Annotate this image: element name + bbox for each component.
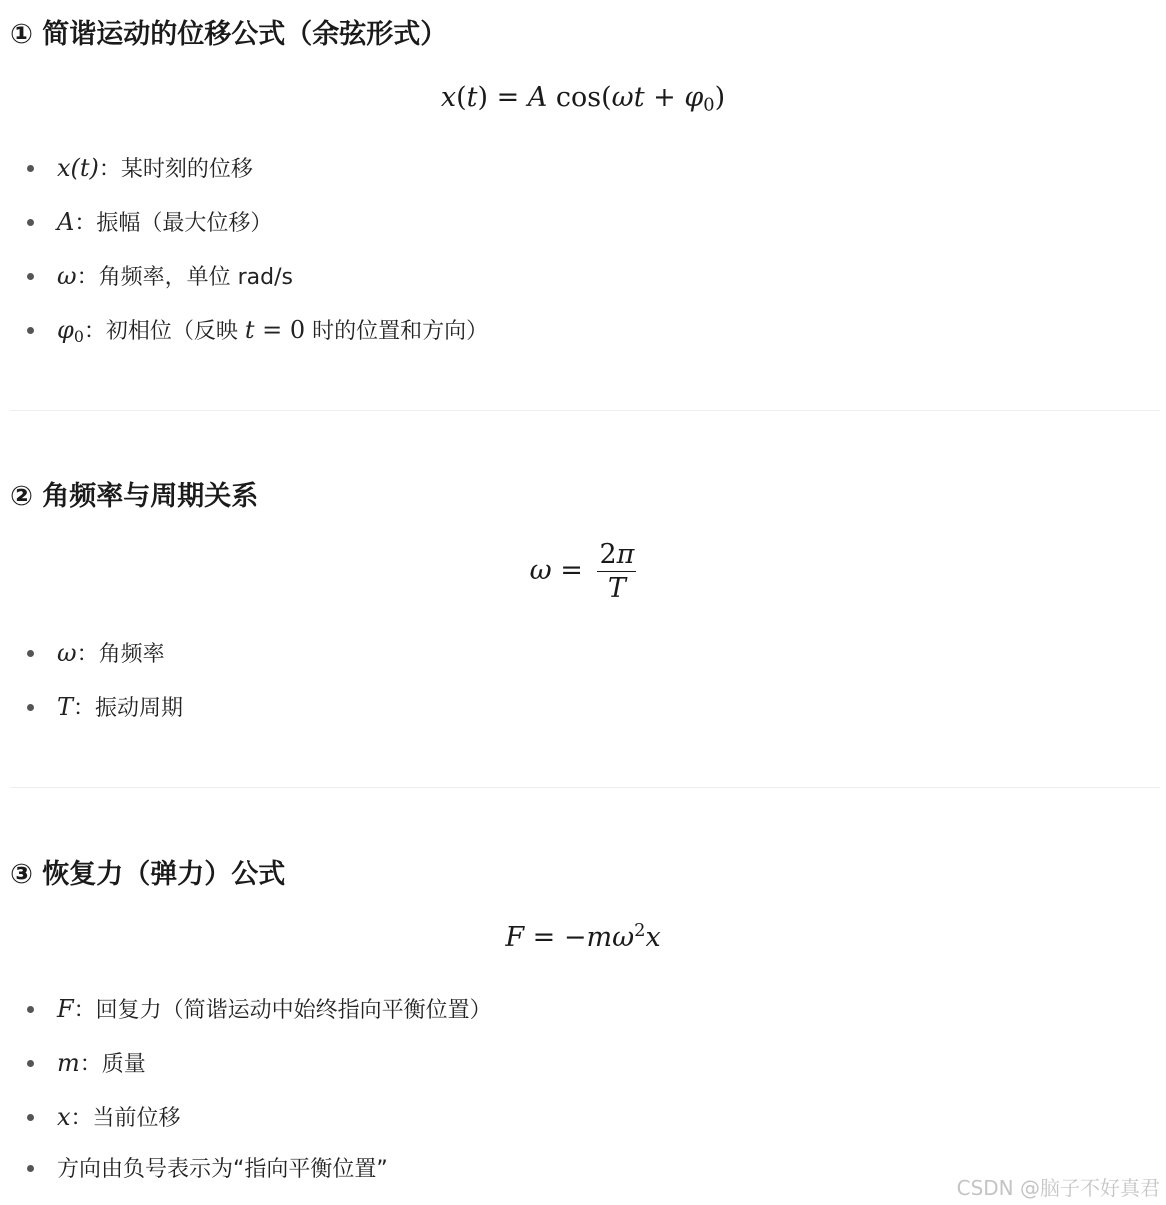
math-symbol: ω (57, 639, 77, 667)
watermark: CSDN @脑子不好真君 (956, 1176, 1160, 1200)
item-text: ：振幅（最大位移） (74, 211, 273, 236)
bullet-icon (27, 1114, 34, 1121)
section-divider (10, 410, 1160, 411)
bullet-icon (27, 165, 34, 172)
section-title-angular-frequency: ② 角频率与周期关系 (10, 481, 259, 512)
item-text: ：角频率，单位 rad/s (76, 265, 293, 290)
math-symbol: $\varphi_0$ (57, 316, 84, 346)
bullet-icon (27, 1060, 34, 1067)
list-item (27, 1051, 146, 1076)
math-symbol: F (57, 995, 74, 1023)
list-item (27, 156, 253, 181)
bullet-icon (27, 1165, 34, 1172)
formula-displacement: x(t) = A $\cos(\omega t + \varphi_0)$ (440, 82, 726, 116)
bullet-icon (27, 327, 34, 334)
bullet-icon (27, 650, 34, 657)
list-item (27, 695, 183, 720)
fraction: $\frac{2\pi}{T}$ (599, 539, 635, 604)
list-item (27, 210, 272, 235)
math-symbol: T (57, 693, 74, 721)
list-item (27, 641, 165, 666)
bullet-icon (27, 219, 34, 226)
list-item (27, 264, 293, 289)
formula-angular-frequency: ω = $\frac{2\pi}{T}$ (529, 539, 635, 604)
list-item (27, 1105, 181, 1130)
math-symbol: m (57, 1049, 80, 1077)
bullet-icon (27, 1006, 34, 1013)
math-symbol: ω (57, 262, 77, 290)
bullet-icon (27, 273, 34, 280)
item-text: ：当前位移 (70, 1106, 181, 1131)
item-text: 方向由负号表示为“指向平衡位置” (57, 1157, 388, 1182)
item-text: ：振动周期 (73, 696, 184, 721)
item-text: ：质量 (79, 1052, 146, 1077)
item-text: 时的位置和方向） (305, 319, 489, 344)
list-item (27, 316, 489, 346)
math-symbol: A (57, 208, 75, 236)
bullet-icon (27, 704, 34, 711)
section-divider (10, 787, 1160, 788)
section-title-restoring-force: ③ 恢复力（弹力）公式 (10, 859, 286, 890)
math-symbol: x(t) (57, 154, 99, 182)
formula-restoring-force: $F = -m\omega^2x$ (505, 920, 661, 953)
math-symbol: x (57, 1103, 71, 1131)
list-item (27, 1159, 388, 1181)
section-title-displacement: ① 简谐运动的位移公式（余弦形式） (10, 19, 448, 50)
item-text: ：某时刻的位移 (98, 157, 253, 182)
item-text: ：回复力（简谐运动中始终指向平衡位置） (73, 998, 492, 1023)
list-item (27, 997, 492, 1022)
item-text: ：初相位（反映 (83, 319, 245, 344)
item-text: ：角频率 (76, 642, 165, 667)
math-inline: t = 0 (244, 316, 306, 344)
